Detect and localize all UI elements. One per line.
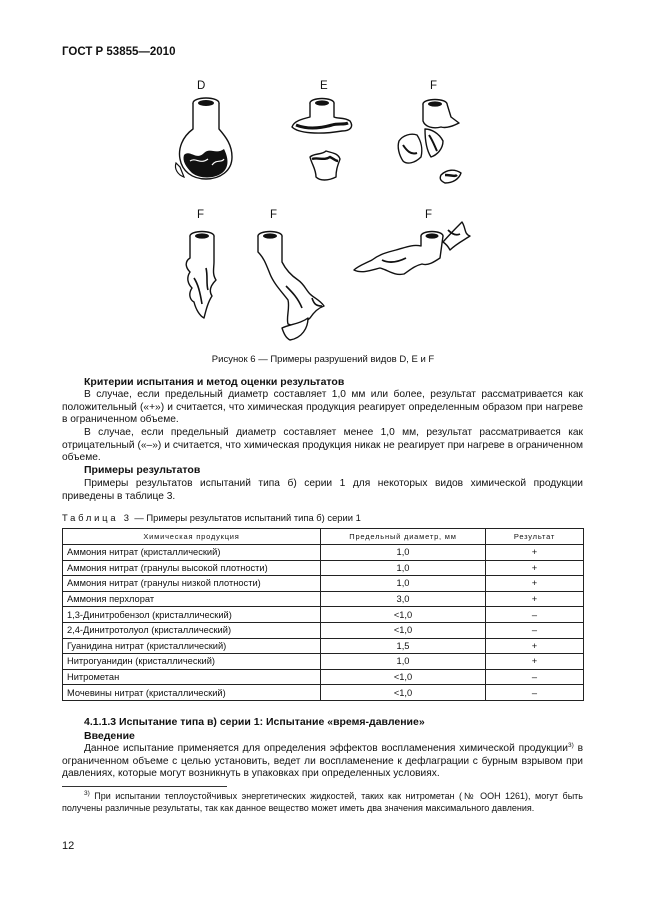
table-header-row — [63, 529, 584, 545]
document-number: ГОСТ Р 53855—2010 — [62, 46, 176, 58]
table-row — [63, 560, 584, 576]
table-row — [63, 654, 584, 670]
column-header-result: Результат — [486, 529, 584, 545]
table-row — [63, 545, 584, 561]
section-heading-4-1-1-3: 4.1.1.3 Испытание типа в) серии 1: Испытание «время-давление» — [84, 716, 425, 728]
criteria-paragraph-2: В случае, если предельный диаметр составляет менее 1,0 мм, результат рассматривается как отрицательный («–») и считается, что химическая продукция никак не реагирует при нагреве в ограниченном объеме. — [62, 427, 583, 464]
examples-heading: Примеры результатов — [84, 464, 201, 476]
broken-tube-f1-drawing — [395, 95, 485, 195]
introduction-heading: Введение — [84, 730, 135, 742]
cell-diameter: <1,0 — [321, 669, 486, 685]
table-row — [63, 685, 584, 701]
criteria-paragraph-1: В случае, если предельный диаметр составляет 1,0 мм или более, результат рассматривается как положительный («+») и считается, что химическая продукция реагирует определенным образом при нагреве в ограниченном объеме. — [62, 389, 583, 426]
cell-result: + — [486, 560, 584, 576]
footnote-marker: 3) — [84, 790, 90, 797]
cell-substance: Аммония нитрат (кристаллический) — [63, 545, 321, 561]
cell-diameter: 1,5 — [321, 638, 486, 654]
footnote: $^{3)}$ При испытании теплоустойчивых энергетических жидкостей, таких как нитрометан (№ ООН 1261), могут быть получены различные результаты, так как данное вещество может иметь два значения максимального давления. — [62, 790, 583, 813]
table-caption: Таблица 3 — Примеры результатов испытаний типа б) серии 1 — [62, 512, 361, 523]
figure-label-f4: F — [425, 209, 433, 221]
table-row — [63, 591, 584, 607]
cell-substance: 1,3-Динитробензол (кристаллический) — [63, 607, 321, 623]
broken-tube-e-drawing — [288, 95, 358, 195]
criteria-heading: Критерии испытания и метод оценки результатов — [84, 376, 345, 388]
figure-label-f3: F — [270, 209, 278, 221]
broken-tube-f3-drawing — [252, 228, 342, 348]
figure-label-e: E — [320, 80, 328, 92]
figure-caption: Рисунок 6 — Примеры разрушений видов D, E и F — [211, 354, 435, 365]
figure-label-d: D — [197, 80, 206, 92]
cell-diameter: <1,0 — [321, 685, 486, 701]
cell-result: – — [486, 607, 584, 623]
cell-result: – — [486, 622, 584, 638]
cell-result: + — [486, 545, 584, 561]
figure-label-f2: F — [197, 209, 205, 221]
cell-substance: Нитрометан — [63, 669, 321, 685]
cell-result: + — [486, 654, 584, 670]
cell-substance: 2,4-Динитротолуол (кристаллический) — [63, 622, 321, 638]
cell-result: + — [486, 591, 584, 607]
introduction-paragraph: Данное испытание применяется для определения эффектов воспламенения химической продукции$^{3)}$ в ограниченном объеме с целью установить, ведет ли воспламенение к дефлаграции с бурным взрывом при давлениях, которые могут возникнуть в упаковках при определенных условиях. — [62, 742, 583, 780]
page-number: 12 — [62, 840, 75, 852]
footnote-separator — [62, 786, 227, 787]
table-row — [63, 638, 584, 654]
cell-result: + — [486, 638, 584, 654]
broken-tube-f4-drawing — [352, 214, 477, 289]
cell-diameter: <1,0 — [321, 622, 486, 638]
cell-substance: Аммония перхлорат — [63, 591, 321, 607]
cell-diameter: 1,0 — [321, 654, 486, 670]
cell-diameter: 1,0 — [321, 545, 486, 561]
column-header-substance: Химическая продукция — [63, 529, 321, 545]
examples-paragraph: Примеры результатов испытаний типа б) серии 1 для некоторых видов химической продукции приведены в таблице 3. — [62, 478, 583, 502]
cell-substance: Мочевины нитрат (кристаллический) — [63, 685, 321, 701]
cell-result: – — [486, 685, 584, 701]
broken-tube-d-drawing — [170, 95, 250, 195]
broken-tube-f2-drawing — [178, 228, 238, 328]
figure-label-f1: F — [430, 80, 438, 92]
cell-result: + — [486, 576, 584, 592]
table-row — [63, 622, 584, 638]
footnote-reference[interactable]: 3) — [567, 742, 574, 749]
table-row — [63, 669, 584, 685]
cell-diameter: 1,0 — [321, 560, 486, 576]
cell-substance: Аммония нитрат (гранулы низкой плотности) — [63, 576, 321, 592]
table-row — [63, 576, 584, 592]
cell-diameter: 1,0 — [321, 576, 486, 592]
table-row — [63, 607, 584, 623]
cell-substance: Гуанидина нитрат (кристаллический) — [63, 638, 321, 654]
cell-diameter: <1,0 — [321, 607, 486, 623]
column-header-diameter: Предельный диаметр, мм — [321, 529, 486, 545]
cell-substance: Аммония нитрат (гранулы высокой плотности) — [63, 560, 321, 576]
cell-result: – — [486, 669, 584, 685]
cell-diameter: 3,0 — [321, 591, 486, 607]
cell-substance: Нитрогуанидин (кристаллический) — [63, 654, 321, 670]
results-table — [62, 528, 584, 701]
